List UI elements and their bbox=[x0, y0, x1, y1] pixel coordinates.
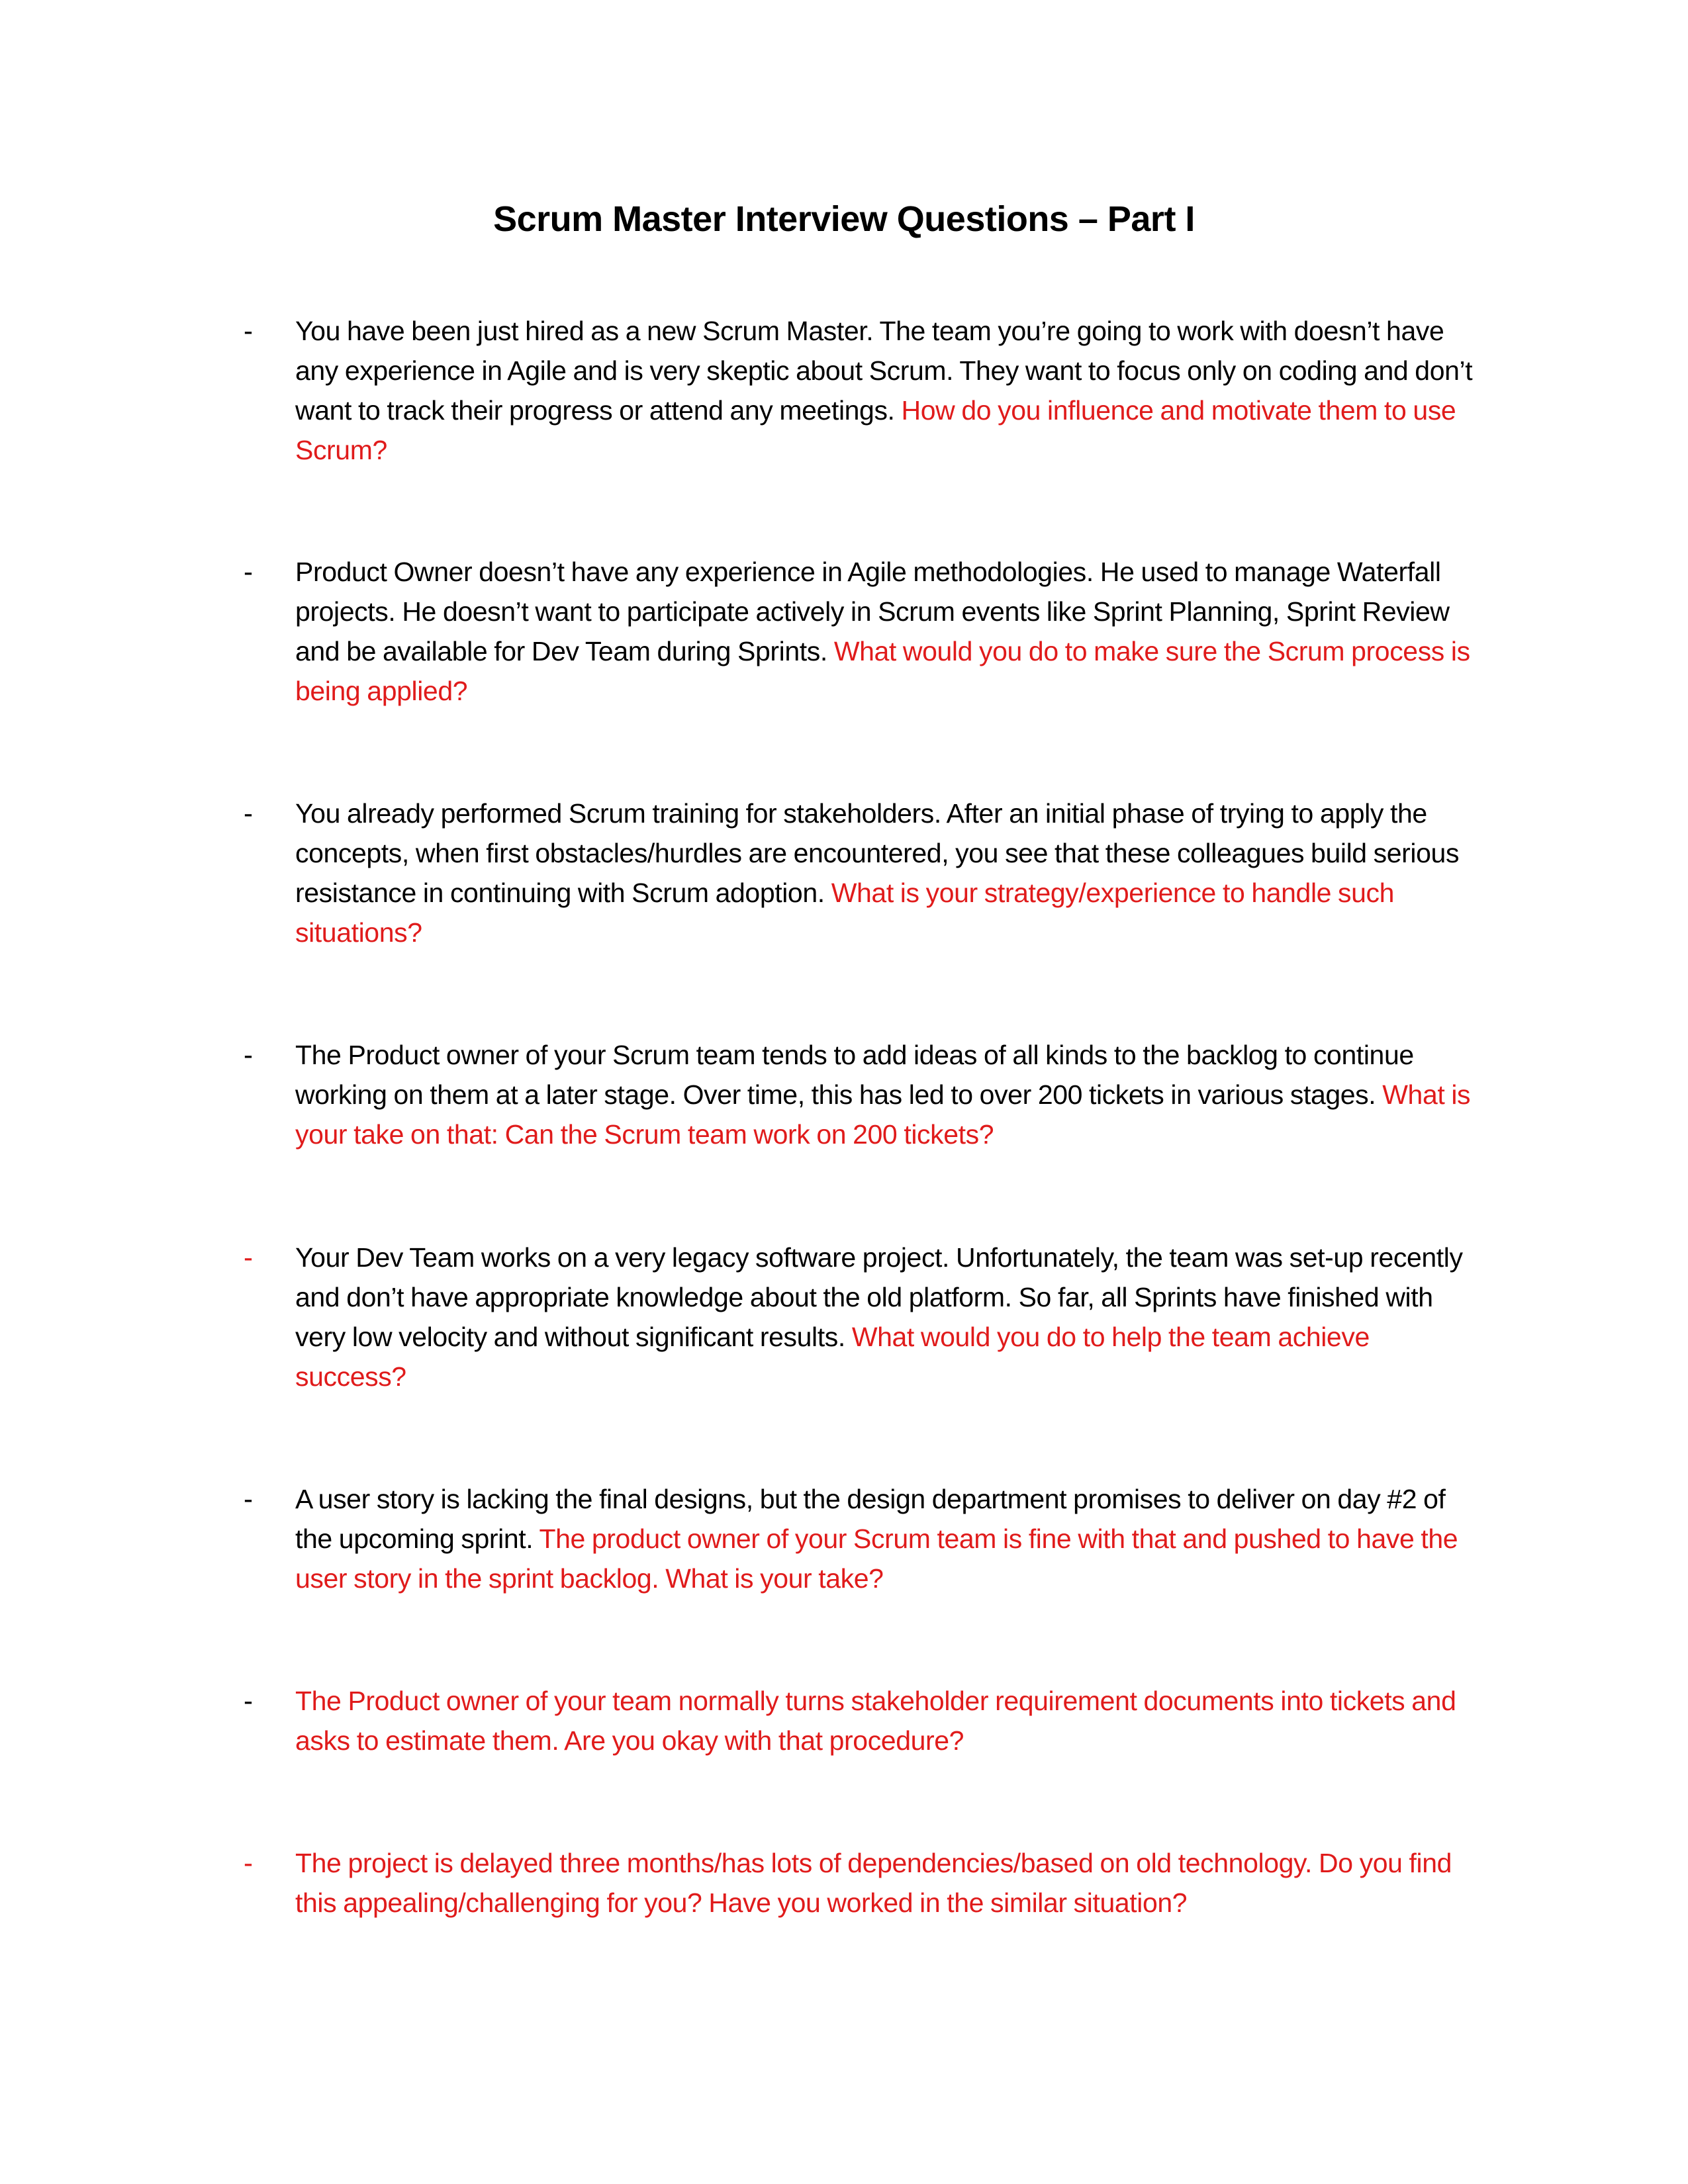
question-highlight: What is your take on that: Can the Scrum team work on 200 tickets? bbox=[295, 1079, 1471, 1150]
bullet-dash: - bbox=[244, 1242, 253, 1273]
scenario-text: You have been just hired as a new Scrum Master. The team you’re going to work with doesn’t have any experience in Agile and is very skeptic about Scrum. They want to focus only on coding and don’t want to track their progress or attend any meetings. bbox=[295, 316, 1473, 426]
question-highlight: The project is delayed three months/has lots of dependencies/based on old technology. Do you find this appealing/challenging for you? Have you worked in the similar situation? bbox=[295, 1848, 1452, 1918]
question-highlight: How do you influence and motivate them to use Scrum? bbox=[295, 395, 1456, 465]
question-text bbox=[295, 1479, 1487, 1598]
question-text bbox=[295, 552, 1487, 711]
bullet-dash: - bbox=[244, 1847, 253, 1878]
scenario-text: A user story is lacking the final designs, but the design department promises to deliver on day #2 of the upcoming sprint. bbox=[295, 1484, 1446, 1554]
question-highlight: The product owner of your Scrum team is fine with that and pushed to have the user story in the sprint backlog. What is your take? bbox=[295, 1524, 1458, 1594]
bullet-dash: - bbox=[244, 1039, 253, 1070]
question-highlight: The Product owner of your team normally turns stakeholder requirement documents into tickets and asks to estimate them. Are you okay with that procedure? bbox=[295, 1686, 1456, 1756]
bullet-dash: - bbox=[244, 315, 253, 346]
page-title: Scrum Master Interview Questions – Part I bbox=[493, 199, 1195, 239]
bullet-dash: - bbox=[244, 1685, 253, 1716]
question-text bbox=[295, 311, 1487, 470]
bullet-dash: - bbox=[244, 797, 253, 829]
question-text bbox=[295, 794, 1487, 952]
question-text bbox=[295, 1843, 1487, 1923]
scenario-text: Your Dev Team works on a very legacy software project. Unfortunately, the team was set-up recently and don’t have appropriate knowledge about the old platform. So far, all Sprints have finished with very low velocity and without significant results. bbox=[295, 1242, 1463, 1352]
question-highlight: What would you do to make sure the Scrum process is being applied? bbox=[295, 636, 1470, 706]
question-text bbox=[295, 1238, 1487, 1396]
question-highlight: What would you do to help the team achieve success? bbox=[295, 1322, 1370, 1392]
scenario-text: Product Owner doesn’t have any experience in Agile methodologies. He used to manage Waterfall projects. He doesn’t want to participate actively in Scrum events like Sprint Planning, Sprint Review and be available for Dev Team during Sprints. bbox=[295, 557, 1450, 666]
scenario-text: The Product owner of your Scrum team tends to add ideas of all kinds to the backlog to continue working on them at a later stage. Over time, this has led to over 200 tickets in various stages. bbox=[295, 1040, 1414, 1110]
bullet-dash: - bbox=[244, 1483, 253, 1514]
question-text bbox=[295, 1681, 1487, 1760]
scenario-text: You already performed Scrum training for stakeholders. After an initial phase of trying to apply the concepts, when first obstacles/hurdles are encountered, you see that these colleagues build serious resistance in continuing with Scrum adoption. bbox=[295, 798, 1460, 908]
question-text bbox=[295, 1035, 1487, 1154]
question-highlight: What is your strategy/experience to handle such situations? bbox=[295, 878, 1395, 948]
bullet-dash: - bbox=[244, 556, 253, 587]
